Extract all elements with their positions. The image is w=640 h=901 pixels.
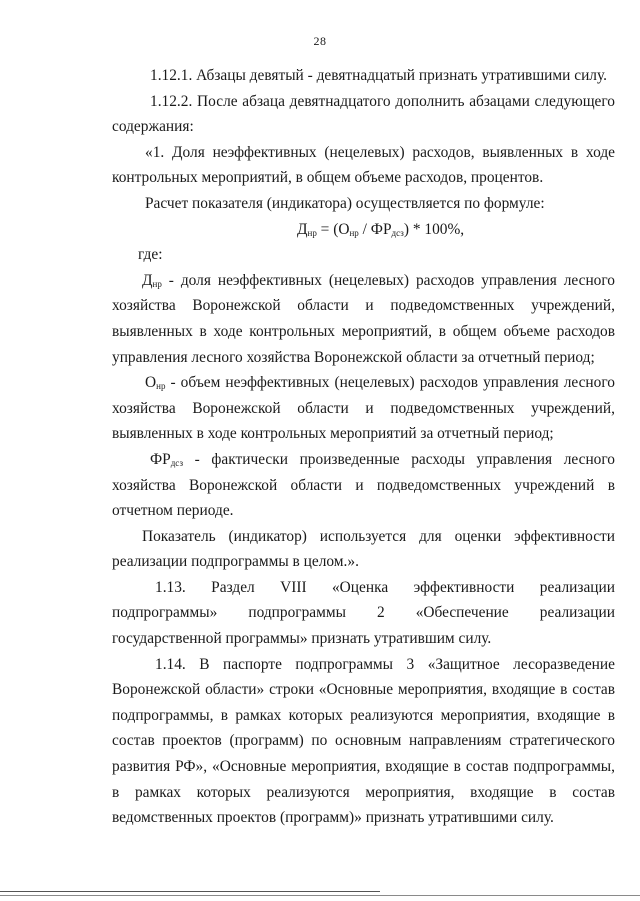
symbol-onr: $О_{нр}$	[145, 374, 166, 392]
definition-onr: $О_{нр}$ - объем неэффективных (нецелевых) расходов управления лесного хозяйства Воронежской области и подведомственных учреждений, выявленных в ходе контрольных мероприятий за отчетный период;	[112, 374, 615, 443]
bottom-divider	[0, 891, 380, 892]
paragraph-formula-intro: Расчет показателя (индикатора) осуществляется по формуле:	[145, 194, 545, 212]
definition-frdsz: $ФР_{дсз}$ - фактически произведенные расходы управления лесного хозяйства Воронежской области и подведомственных учреждений в отчетном периоде.	[112, 450, 615, 520]
page-number: 28	[313, 34, 327, 48]
paragraph-1-12-1: 1.12.1. Абзацы девятый - девятнадцатый признать утратившими силу.	[150, 67, 607, 84]
symbol-frdsz: $ФР_{дсз}$	[150, 450, 184, 468]
paragraph-1-12-2: 1.12.2. После абзаца девятнадцатого дополнить абзацами следующего содержания:	[112, 92, 615, 136]
formula-denominator: $ФР_{дсз}$	[370, 220, 404, 238]
paragraph-1-13: 1.13. Раздел VIII «Оценка эффективности реализации подпрограммы» подпрограммы 2 «Обеспечение реализации государственной программы» признать утратившим силу.	[112, 578, 615, 648]
paragraph-indicator-usage: Показатель (индикатор) используется для оценки эффективности реализации подпрограммы в целом.».	[112, 527, 615, 571]
formula-numerator: $О_{нр}$	[338, 220, 359, 238]
scan-edge-line	[0, 895, 640, 896]
formula-lhs: $Д_{нр}$	[297, 220, 317, 238]
paragraph-1-14: 1.14. В паспорте подпрограммы 3 «Защитное лесоразведение Воронежской области» строки «Основные мероприятия, входящие в состав подпрограммы, в рамках которых реализуются мероприятия, входящие в состав проектов (программ) по основным направлениям стратегического развития РФ», «Основные мероприятия, входящие в состав подпрограммы, в рамках которых реализуются мероприятия, входящие в состав ведомственных проектов (программ)» признать утратившими силу.	[112, 655, 615, 827]
paragraph-indicator-1: «1. Доля неэффективных (нецелевых) расходов, выявленных в ходе контрольных мероприятий, в общем объеме расходов, процентов.	[112, 143, 615, 187]
definition-dnr: $Д_{нр}$ - доля неэффективных (нецелевых) расходов управления лесного хозяйства Воронежской области и подведомственных учреждений, выявленных в ходе контрольных мероприятий, в общем объеме расходов управления лесного хозяйства Воронежской области за отчетный период;	[112, 271, 615, 366]
symbol-dnr: $Д_{нр}$	[142, 271, 162, 289]
where-label: где:	[138, 246, 163, 264]
formula: $Д_{нр} = (О_{нр} / ФР_{дсз}) * 100\%$,	[297, 220, 465, 238]
document-body	[112, 63, 615, 831]
